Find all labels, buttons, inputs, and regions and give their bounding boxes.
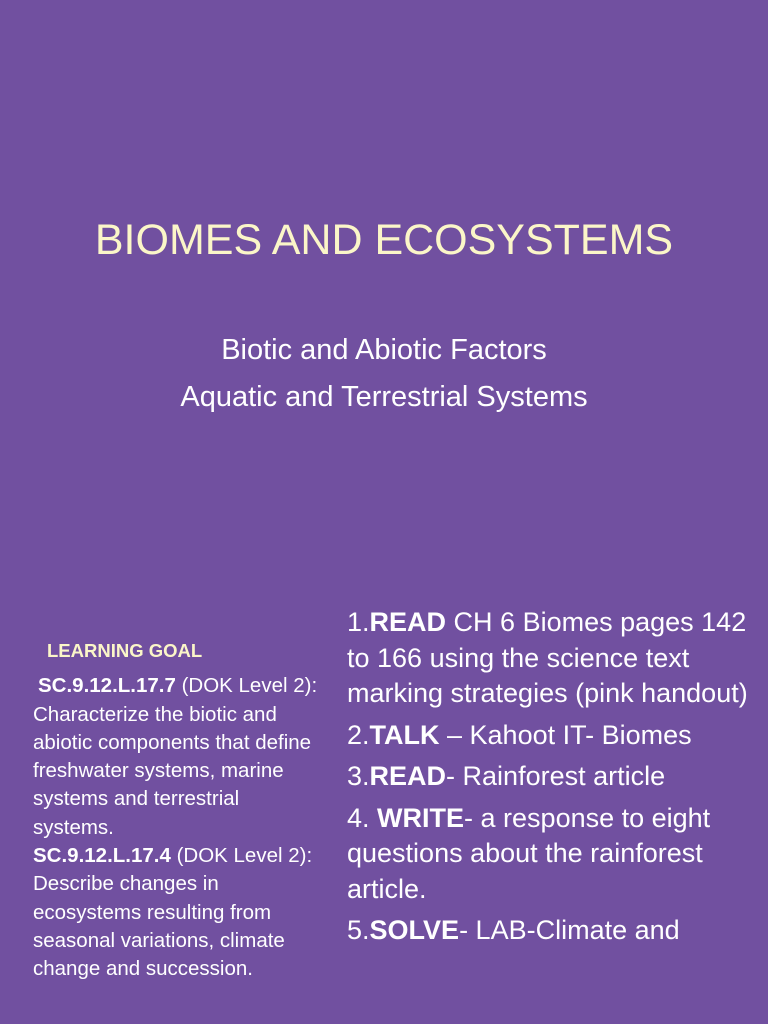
task-text: - a response to eight questions about the rainforest article. xyxy=(347,802,711,904)
task-text: CH 6 Biomes pages 142 to 166 using the science text marking strategies (pink handout) xyxy=(347,607,748,708)
task-item xyxy=(347,718,759,754)
task-number: 4. xyxy=(347,802,378,833)
task-item xyxy=(347,759,759,795)
task-text: – Kahoot IT- Biomes xyxy=(439,719,692,750)
task-verb: TALK xyxy=(369,719,440,750)
standard-description: (DOK Level 2): Characterize the biotic and abiotic components that define freshwater systems, marine systems and terrestrial systems. xyxy=(33,674,318,839)
task-text: - Rainforest article xyxy=(446,761,666,791)
standard-description: (DOK Level 2): Describe changes in ecosystems resulting from seasonal variations, climate change and succession. xyxy=(33,844,313,981)
slide-title: BIOMES AND ECOSYSTEMS xyxy=(94,216,674,264)
task-item xyxy=(347,913,759,949)
task-number: 3. xyxy=(347,761,370,791)
task-list xyxy=(347,605,759,955)
learning-goal-heading: LEARNING GOAL xyxy=(47,640,203,661)
subtitle-line-2: Aquatic and Terrestrial Systems xyxy=(180,381,588,413)
standard-item xyxy=(33,672,325,842)
subtitle-line-1: Biotic and Abiotic Factors xyxy=(221,334,547,366)
task-verb: WRITE xyxy=(377,802,465,833)
standard-item xyxy=(33,842,325,983)
task-number: 5. xyxy=(347,915,370,945)
task-text: - LAB-Climate and xyxy=(459,915,680,945)
task-item xyxy=(347,801,759,908)
task-verb: READ xyxy=(369,761,447,791)
task-verb: READ xyxy=(369,607,447,637)
task-number: 2. xyxy=(347,719,370,750)
task-item xyxy=(347,605,759,712)
learning-goal-panel xyxy=(33,637,325,984)
standard-code: SC.9.12.L.17.7 xyxy=(38,674,176,698)
task-number: 1. xyxy=(347,607,370,637)
standard-code: SC.9.12.L.17.4 xyxy=(33,844,171,868)
task-verb: SOLVE xyxy=(369,915,460,945)
